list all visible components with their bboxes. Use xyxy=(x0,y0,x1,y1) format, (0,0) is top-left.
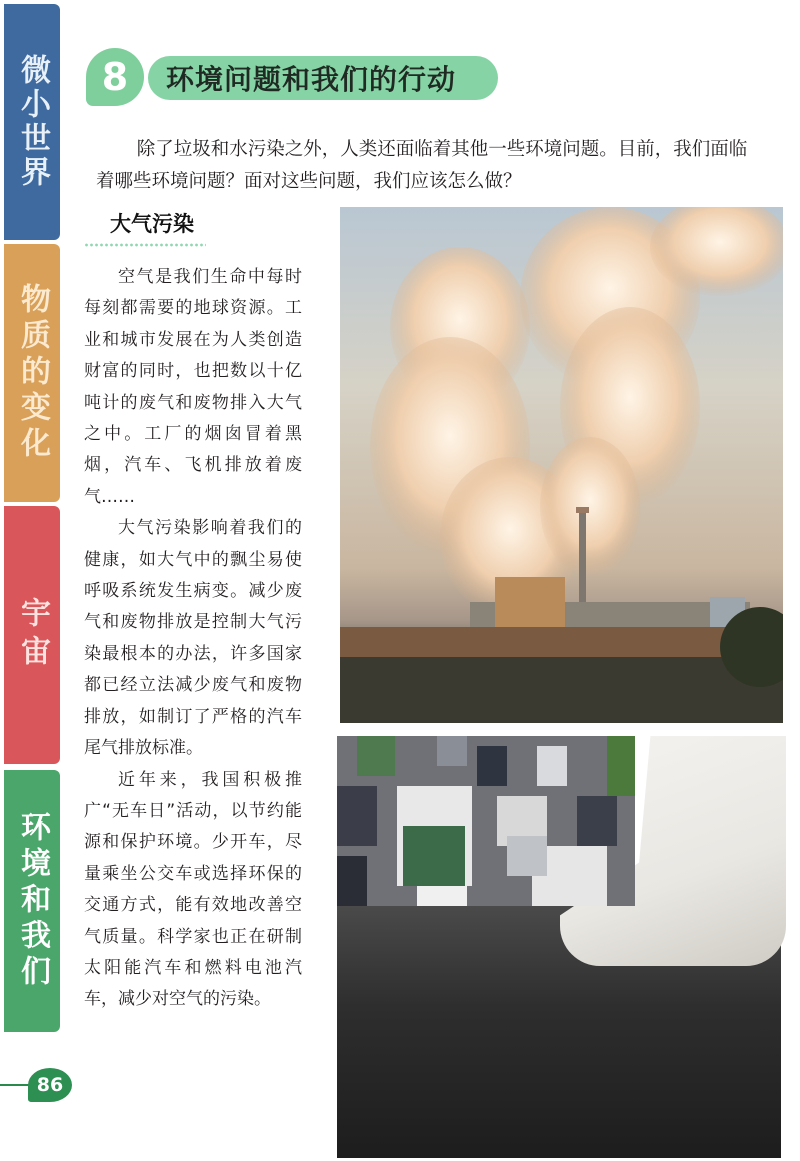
side-tab-label: 宇宙 xyxy=(15,597,50,673)
side-tab-label: 微小世界 xyxy=(15,54,50,190)
side-tab-environment[interactable] xyxy=(4,770,60,1032)
chapter-title-bar xyxy=(148,56,498,100)
chapter-title: 环境问题和我们的行动 xyxy=(166,63,457,96)
chapter-number-badge: 8 xyxy=(86,48,144,106)
section-title: 大气污染 xyxy=(110,212,194,236)
factory-smoke-illustration xyxy=(340,207,783,723)
factory-smoke-photo xyxy=(340,207,783,723)
body-paragraph: 近年来，我国积极推广“无车日”活动，以节约能源和保护环境。少开车，尽量乘坐公交车或选择环保的交通方式，能有效地改善空气质量。科学家也正在研制太阳能汽车和燃料电池汽车，减少对空气的污染。 xyxy=(84,769,302,1010)
body-paragraph: 大气污染影响着我们的健康，如大气中的飘尘易使呼吸系统发生病变。减少废气和废物排放是控制大气污染最根本的办法，许多国家都已经立法减少废气和废物排放，如制订了严格的汽车尾气排放标准。 xyxy=(84,518,302,759)
side-tab-label: 物质的变化 xyxy=(15,283,50,463)
page-number: 86 xyxy=(28,1068,72,1102)
traffic-jam-photo xyxy=(337,736,635,906)
side-tab-label: 环境和我们 xyxy=(15,811,50,991)
section-title-underline xyxy=(84,242,206,248)
body-paragraph: 空气是我们生命中每时每刻都需要的地球资源。工业和城市发展在为人类创造财富的同时，也把数以十亿吨计的废气和废物排入大气之中。工厂的烟囱冒着黑烟，汽车、飞机排放着废气…… xyxy=(84,267,302,507)
side-tab-universe[interactable] xyxy=(4,506,60,764)
side-tab-micro-world[interactable] xyxy=(4,4,60,240)
traffic-illustration xyxy=(337,736,635,906)
side-tab-matter-change[interactable] xyxy=(4,244,60,502)
intro-paragraph: 除了垃圾和水污染之外，人类还面临着其他一些环境问题。目前，我们面临着哪些环境问题？面对这些问题，我们应该怎么做？ xyxy=(96,139,748,192)
section-body xyxy=(84,262,302,1016)
